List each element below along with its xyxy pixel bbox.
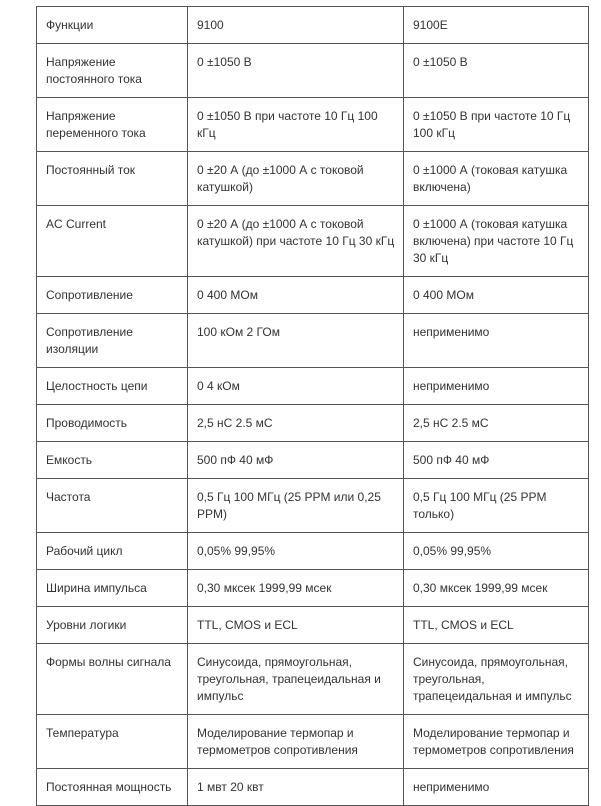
table-row — [37, 152, 589, 206]
feature-cell: Напряжение переменного тока — [37, 98, 188, 152]
value-9100-cell: 0 ±1050 В при частоте 10 Гц 100 кГц — [188, 98, 404, 152]
header-cell-9100e: 9100E — [404, 7, 589, 44]
header-row — [37, 7, 589, 44]
value-9100-cell: TTL, CMOS и ECL — [188, 607, 404, 644]
table-row — [37, 206, 589, 277]
feature-cell: Формы волны сигнала — [37, 644, 188, 715]
feature-cell: Постоянный ток — [37, 152, 188, 206]
table-row — [37, 769, 589, 806]
value-9100-cell: 100 кОм 2 ГОм — [188, 314, 404, 368]
value-9100e-cell: 0 ±1000 А (токовая катушка включена) — [404, 152, 589, 206]
feature-cell: Рабочий цикл — [37, 533, 188, 570]
value-9100-cell: 2,5 нС 2.5 мС — [188, 405, 404, 442]
value-9100e-cell: Синусоида, прямоугольная, треугольная, трапецеидальная и импульс — [404, 644, 589, 715]
feature-cell: Сопротивление изоляции — [37, 314, 188, 368]
value-9100-cell: 0 4 кОм — [188, 368, 404, 405]
feature-cell: Напряжение постоянного тока — [37, 44, 188, 98]
value-9100e-cell: 0,5 Гц 100 МГц (25 PPM только) — [404, 479, 589, 533]
value-9100e-cell: неприменимо — [404, 368, 589, 405]
feature-cell: Проводимость — [37, 405, 188, 442]
value-9100-cell: 0 400 МОм — [188, 277, 404, 314]
feature-cell: AC Current — [37, 206, 188, 277]
value-9100e-cell: 0 ±1050 В — [404, 44, 589, 98]
table-row — [37, 715, 589, 769]
table-row — [37, 533, 589, 570]
value-9100e-cell: неприменимо — [404, 769, 589, 806]
value-9100-cell: 0 ±1050 В — [188, 44, 404, 98]
feature-cell: Сопротивление — [37, 277, 188, 314]
value-9100-cell: 0,30 мксек 1999,99 мсек — [188, 570, 404, 607]
value-9100-cell: 0,05% 99,95% — [188, 533, 404, 570]
table-row — [37, 479, 589, 533]
value-9100e-cell: Моделирование термопар и термометров сопротивления — [404, 715, 589, 769]
table-row — [37, 314, 589, 368]
value-9100-cell: 0 ±20 А (до ±1000 А с токовой катушкой) при частоте 10 Гц 30 кГц — [188, 206, 404, 277]
feature-cell: Ширина импульса — [37, 570, 188, 607]
table-row — [37, 277, 589, 314]
header-cell-9100: 9100 — [188, 7, 404, 44]
table-row — [37, 570, 589, 607]
value-9100e-cell: 0,30 мксек 1999,99 мсек — [404, 570, 589, 607]
feature-cell: Температура — [37, 715, 188, 769]
table-row — [37, 405, 589, 442]
table-row — [37, 368, 589, 405]
feature-cell: Уровни логики — [37, 607, 188, 644]
table-row — [37, 98, 589, 152]
value-9100e-cell: 0,05% 99,95% — [404, 533, 589, 570]
value-9100e-cell: неприменимо — [404, 314, 589, 368]
table-body — [37, 7, 589, 806]
value-9100e-cell: 0 400 МОм — [404, 277, 589, 314]
comparison-table — [36, 6, 589, 806]
value-9100e-cell: 0 ±1000 А (токовая катушка включена) при частоте 10 Гц 30 кГц — [404, 206, 589, 277]
table-row — [37, 442, 589, 479]
value-9100e-cell: 500 пФ 40 мФ — [404, 442, 589, 479]
value-9100-cell: 0,5 Гц 100 МГц (25 PPM или 0,25 PPM) — [188, 479, 404, 533]
value-9100-cell: Моделирование термопар и термометров сопротивления — [188, 715, 404, 769]
table-row — [37, 607, 589, 644]
value-9100e-cell: 0 ±1050 В при частоте 10 Гц 100 кГц — [404, 98, 589, 152]
feature-cell: Частота — [37, 479, 188, 533]
table-row — [37, 644, 589, 715]
header-cell-functions: Функции — [37, 7, 188, 44]
table-row — [37, 44, 589, 98]
value-9100-cell: 1 мвт 20 квт — [188, 769, 404, 806]
value-9100e-cell: 2,5 нС 2.5 мС — [404, 405, 589, 442]
value-9100-cell: 0 ±20 А (до ±1000 А с токовой катушкой) — [188, 152, 404, 206]
feature-cell: Емкость — [37, 442, 188, 479]
feature-cell: Целостность цепи — [37, 368, 188, 405]
value-9100-cell: Синусоида, прямоугольная, треугольная, трапецеидальная и импульс — [188, 644, 404, 715]
feature-cell: Постоянная мощность — [37, 769, 188, 806]
value-9100e-cell: TTL, CMOS и ECL — [404, 607, 589, 644]
value-9100-cell: 500 пФ 40 мФ — [188, 442, 404, 479]
